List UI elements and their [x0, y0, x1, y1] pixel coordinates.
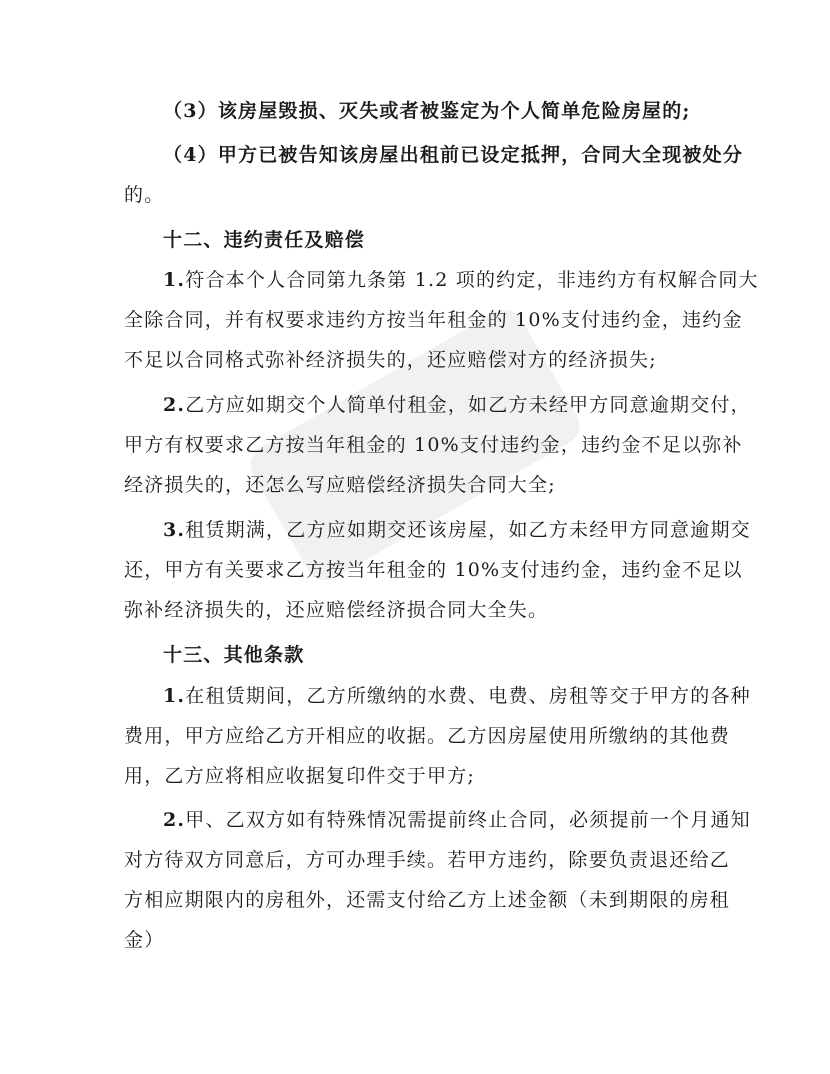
clause-4-line-1: （4）甲方已被告知该房屋出租前已设定抵押，合同大全现被处分: [163, 144, 744, 166]
section-heading-13: 十三、其他条款: [163, 644, 305, 666]
item-12-3-line-1: 3.租赁期满，乙方应如期交还该房屋，如乙方未经甲方同意逾期交: [163, 519, 751, 541]
item-12-3-line-3: 弥补经济损失的，还应赔偿经济损合同大全失。: [124, 599, 549, 621]
clause-4-line-2: 的。: [124, 184, 165, 206]
item-13-2-line-2: 对方待双方同意后，方可办理手续。若甲方违约，除要负责退还给乙: [124, 849, 731, 871]
section-heading-12: 十二、违约责任及赔偿: [163, 229, 366, 251]
item-13-2-line-4: 金）: [124, 929, 165, 951]
item-12-1-line-3: 不足以合同格式弥补经济损失的，还应赔偿对方的经济损失;: [124, 349, 657, 371]
item-12-1-line-1: 1.符合本个人合同第九条第 1.2 项的约定，非违约方有权解合同大: [163, 269, 759, 291]
item-12-2-line-2: 甲方有权要求乙方按当年租金的 10%支付违约金，违约金不足以弥补: [124, 434, 743, 456]
item-13-1-line-1: 1.在租赁期间，乙方所缴纳的水费、电费、房租等交于甲方的各种: [163, 685, 751, 707]
item-12-3-line-2: 还，甲方有关要求乙方按当年租金的 10%支付违约金，违约金不足以: [124, 559, 743, 581]
item-13-2-line-3: 方相应期限内的房租外，还需支付给乙方上述金额（未到期限的房租: [124, 889, 731, 911]
item-12-2-line-3: 经济损失的，还怎么写应赔偿经济损失合同大全;: [124, 474, 556, 496]
item-12-2-line-1: 2.乙方应如期交个人简单付租金，如乙方未经甲方同意逾期交付，: [163, 394, 751, 416]
clause-3: （3）该房屋毁损、灭失或者被鉴定为个人简单危险房屋的;: [163, 100, 691, 122]
item-13-1-line-3: 用，乙方应将相应收据复印件交于甲方;: [124, 765, 476, 787]
item-13-2-line-1: 2.甲、乙双方如有特殊情况需提前终止合同，必须提前一个月通知: [163, 809, 751, 831]
item-13-1-line-2: 费用，甲方应给乙方开相应的收据。乙方因房屋使用所缴纳的其他费: [124, 725, 731, 747]
item-12-1-line-2: 全除合同，并有权要求违约方按当年租金的 10%支付违约金，违约金: [124, 309, 743, 331]
